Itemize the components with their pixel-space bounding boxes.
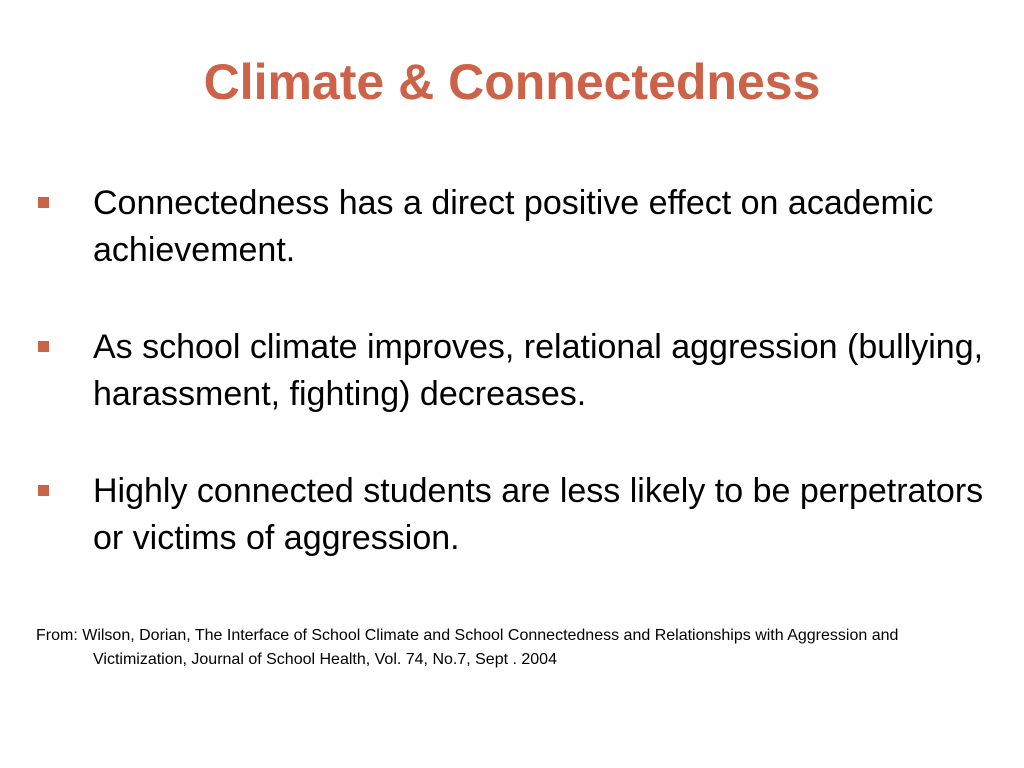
bullet-text: Highly connected students are less likely to be perpetrators or victims of aggression. [93, 472, 984, 557]
bullet-item [38, 180, 998, 274]
bullet-text: Connectedness has a direct positive effect on academic achievement. [93, 184, 934, 269]
slide-title: Climate & Connectedness [203, 54, 821, 110]
bullet-text: As school climate improves, relational aggression (bullying, harassment, fighting) decreases. [93, 328, 984, 413]
square-bullet-icon [38, 341, 49, 352]
square-bullet-icon [38, 485, 49, 496]
bullet-item [38, 324, 998, 418]
bullet-item [38, 468, 998, 562]
citation-text: From: Wilson, Dorian, The Interface of School Climate and School Connectedness and Relationships with Aggression and Victimization, Journal of School Health, Vol. 74, No.7, Sept . 2004 [36, 627, 899, 668]
bullet-list [38, 180, 998, 612]
square-bullet-icon [38, 197, 49, 208]
